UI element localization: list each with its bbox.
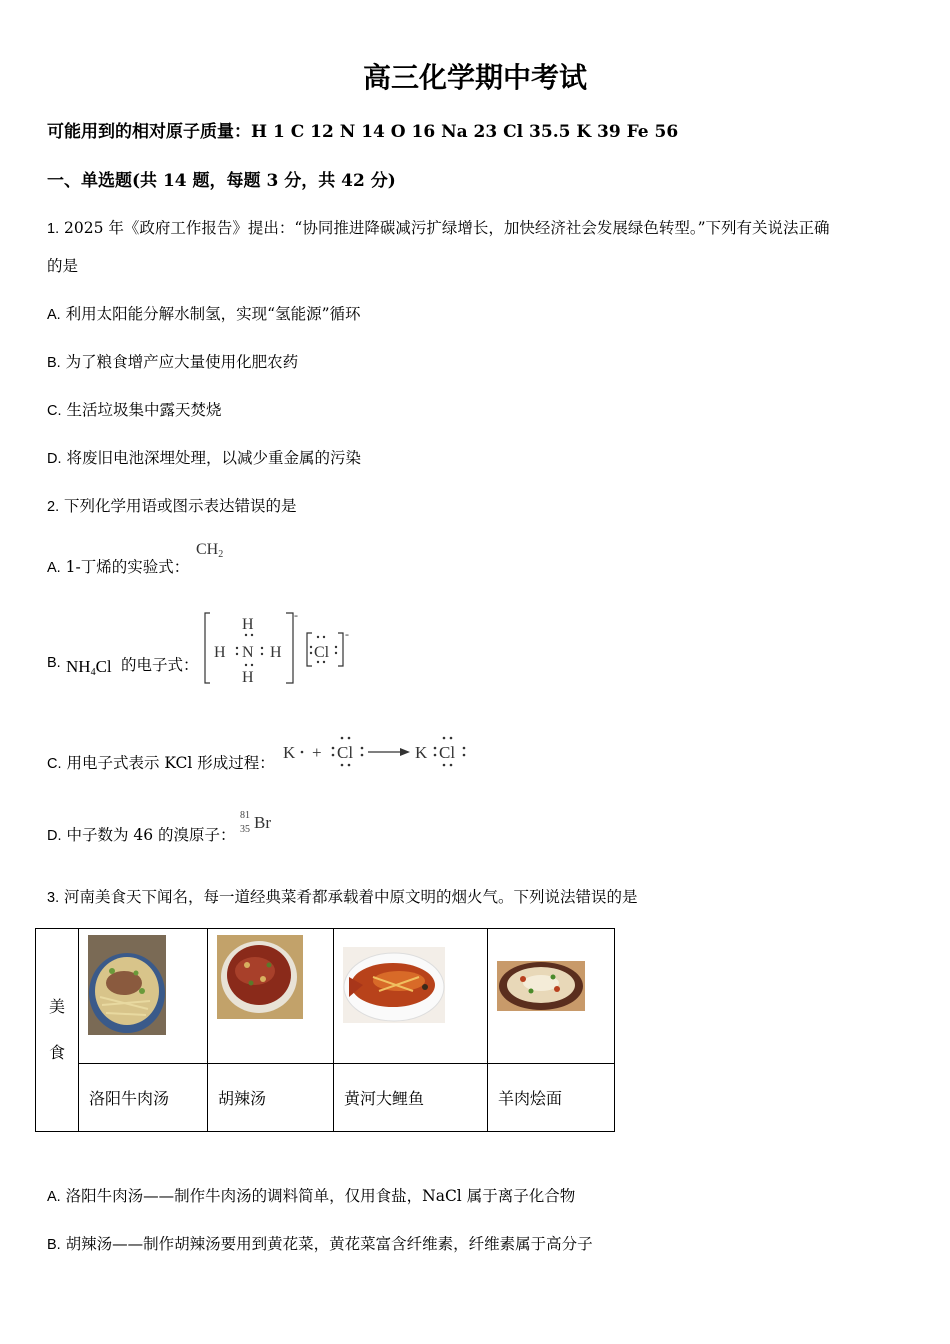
q2-option-d[interactable] — [47, 823, 236, 845]
option-text: 的电子式： — [121, 656, 199, 674]
nh4cl-electron-dot-structure — [200, 608, 360, 688]
option-text: 将废旧电池深埋处理，以减少重金属的污染 — [66, 449, 361, 467]
option-label: B. — [47, 655, 61, 671]
atom-h-top: H — [242, 616, 254, 633]
food-table — [35, 928, 615, 1132]
atom-k: K — [283, 743, 296, 762]
dish-image-cell — [79, 929, 208, 1064]
q1-stem-line1 — [47, 216, 830, 238]
q3-option-b[interactable] — [47, 1232, 593, 1254]
option-label: A. — [47, 1189, 61, 1205]
atom-k-product: K — [415, 743, 428, 762]
option-text: 用电子式表示 KCl 形成过程： — [66, 754, 275, 772]
q3-stem — [47, 885, 638, 907]
dish-name: 洛阳牛肉汤 — [79, 1064, 208, 1132]
q1-option-b[interactable] — [47, 350, 298, 372]
cation-charge: - — [294, 608, 298, 622]
option-label: A. — [47, 560, 61, 576]
option-label: B. — [47, 355, 61, 371]
bromine-symbol: Br — [254, 813, 271, 832]
option-label: B. — [47, 1237, 61, 1253]
dish-name: 羊肉烩面 — [488, 1064, 615, 1132]
dish-image-cell — [488, 929, 615, 1064]
atom-h-bottom: H — [242, 669, 254, 686]
row-header: 美 食 — [36, 929, 79, 1132]
q2-option-a[interactable] — [47, 555, 189, 577]
option-label: D. — [47, 828, 62, 844]
page-title: 高三化学期中考试 — [362, 61, 587, 94]
q1-option-a[interactable] — [47, 302, 361, 324]
section-heading: 一、单选题(共 14 题，每题 3 分，共 42 分) — [47, 171, 396, 191]
nh4cl-formula: $NH_4Cl$ — [66, 657, 112, 678]
q2-number: 2. — [47, 499, 60, 515]
carp-dish-image — [343, 947, 445, 1023]
hot-pepper-soup-image — [217, 935, 303, 1019]
q3-option-a[interactable] — [47, 1184, 575, 1206]
q1-option-c[interactable] — [47, 398, 221, 420]
atom-cl: Cl — [337, 743, 354, 762]
option-label: C. — [47, 403, 62, 419]
atom-h-left: H — [214, 644, 226, 661]
option-text: 利用太阳能分解水制氢，实现“氢能源”循环 — [65, 305, 361, 323]
kcl-formation-diagram — [280, 732, 470, 772]
atom-cl-product: Cl — [439, 743, 456, 762]
option-label: C. — [47, 756, 62, 772]
atomic-number: 35 — [240, 824, 250, 835]
atom-cl: Cl — [314, 644, 330, 661]
option-label: A. — [47, 307, 61, 323]
q1-number: 1. — [47, 221, 60, 237]
option-text: 1-丁烯的实验式： — [65, 558, 190, 576]
dish-name: 胡辣汤 — [208, 1064, 334, 1132]
option-label: D. — [47, 451, 62, 467]
atomic-masses: 可能用到的相对原子质量：H 1 C 12 N 14 O 16 Na 23 Cl 35.5 K 39 Fe 56 — [47, 122, 679, 142]
mass-number: 81 — [240, 810, 250, 821]
q1-stem-line2: 的是 — [47, 257, 79, 275]
dish-image-cell — [208, 929, 334, 1064]
q2-stem-text: 下列化学用语或图示表达错误的是 — [64, 497, 297, 515]
option-text: 胡辣汤——制作胡辣汤要用到黄花菜，黄花菜富含纤维素，纤维素属于高分子 — [65, 1235, 593, 1253]
dish-name: 黄河大鲤鱼 — [334, 1064, 488, 1132]
option-text: 生活垃圾集中露天焚烧 — [66, 401, 222, 419]
beef-soup-image — [88, 935, 166, 1035]
q2-option-b[interactable] — [47, 653, 61, 671]
lamb-noodle-image — [497, 961, 585, 1011]
atom-n: N — [242, 644, 254, 661]
atom-h-right: H — [270, 644, 282, 661]
option-text: 中子数为 46 的溴原子： — [66, 826, 236, 844]
option-text: 洛阳牛肉汤——制作牛肉汤的调料简单，仅用食盐，NaCl 属于离子化合物 — [65, 1187, 576, 1205]
q1-stem-text: 2025 年《政府工作报告》提出：“协同推进降碳减污扩绿增长，加快经济社会发展绿色转型。”下列有关说法正确 — [64, 219, 830, 237]
plus-sign: + — [312, 743, 322, 762]
empirical-formula: $CH_2$ — [196, 541, 224, 560]
dish-image-cell — [334, 929, 488, 1064]
anion-charge: - — [345, 627, 349, 641]
q3-number: 3. — [47, 890, 60, 906]
option-text: 为了粮食增产应大量使用化肥农药 — [65, 353, 299, 371]
q2-option-c[interactable] — [47, 751, 275, 773]
q2-stem — [47, 494, 297, 516]
q1-option-d[interactable] — [47, 446, 361, 468]
q3-stem-text: 河南美食天下闻名，每一道经典菜肴都承载着中原文明的烟火气。下列说法错误的是 — [64, 888, 638, 906]
